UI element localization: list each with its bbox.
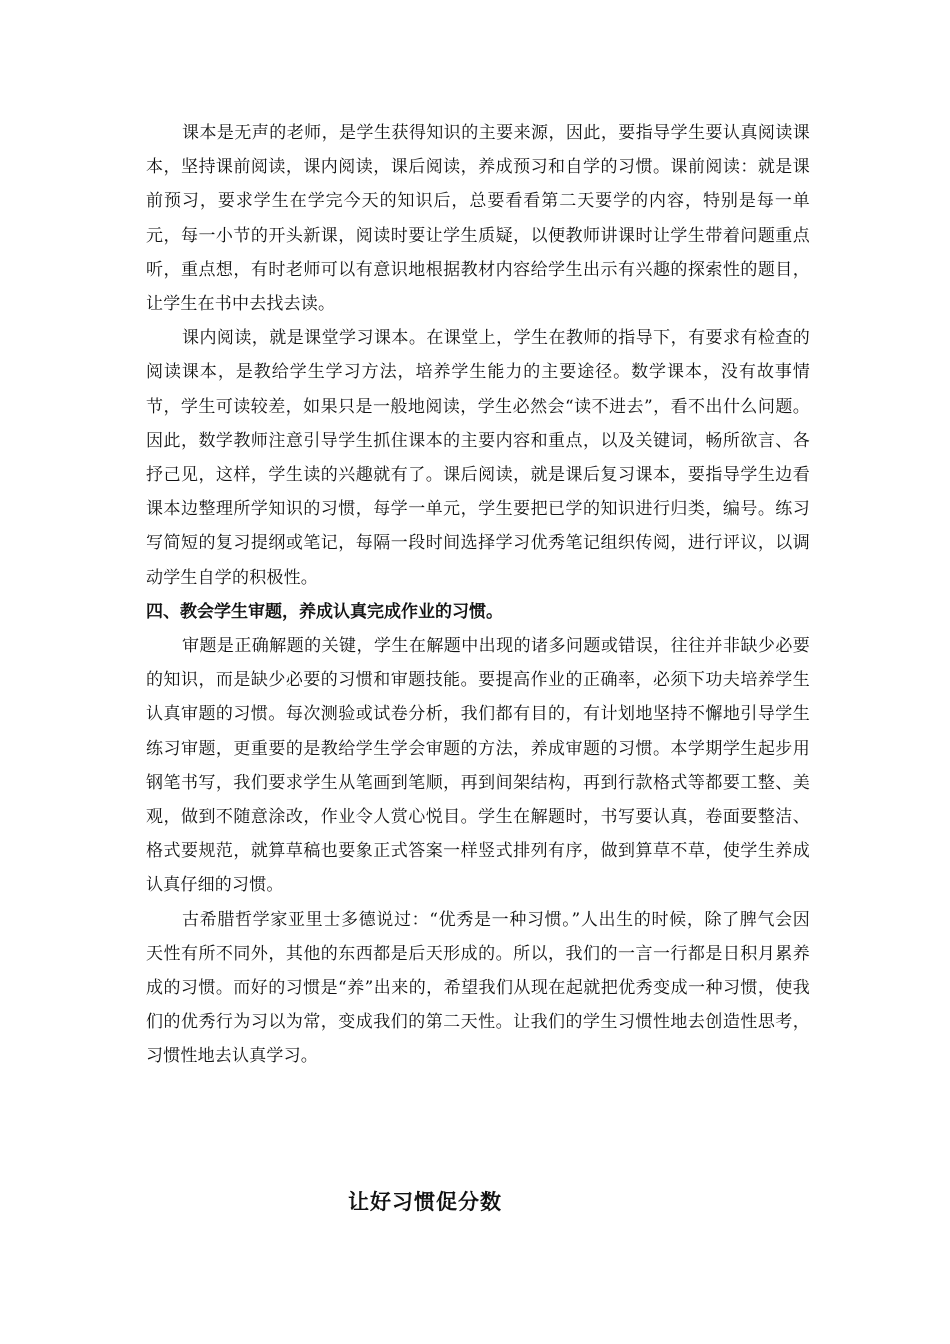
paragraph-aristotle-quote: 古希腊哲学家亚里士多德说过：“优秀是一种习惯。”人出生的时候，除了脾气会因天性有所不同外，其他的东西都是后天形成的。所以，我们的一言一行都是日积月累养成的习惯。而好的习惯是“养”出来的，希望我们从现在起就把优秀变成一种习惯，使我们的优秀行为习以为常，变成我们的第二天性。让我们的学生习惯性地去创造性思考，习惯性地去认真学习。 (146, 909, 810, 1067)
paragraph-in-class-reading: 课内阅读，就是课堂学习课本。在课堂上，学生在教师的指导下，有要求有检查的阅读课本，是教给学生学习方法，培养学生能力的主要途径。数学课本，没有故事情节，学生可读较差，如果只是一般地阅读，学生必然会“读不进去”，看不出什么问题。因此，数学教师注意引导学生抓住课本的主要内容和重点，以及关键词，畅所欲言、各抒己见，这样，学生读的兴趣就有了。课后阅读，就是课后复习课本，要指导学生边看课本边整理所学知识的习惯，每学一单元，学生要把已学的知识进行归类，编号。练习写简短的复习提纲或笔记，每隔一段时间选择学习优秀笔记组织传阅，进行评议，以调动学生自学的积极性。 (146, 328, 810, 588)
paragraph-textbook-reading: 课本是无声的老师，是学生获得知识的主要来源，因此，要指导学生要认真阅读课本，坚持课前阅读，课内阅读，课后阅读，养成预习和自学的习惯。课前阅读：就是课前预习，要求学生在学完今天的知识后，总要看看第二天要学的内容，特别是每一单元，每一小节的开头新课，阅读时要让学生质疑，以便教师讲课时让学生带着问题重点听，重点想，有时老师可以有意识地根据教材内容给学生出示有兴趣的探索性的题目，让学生在书中去找去读。 (146, 123, 810, 315)
next-section-title: 让好习惯促分数 (348, 1190, 502, 1214)
section-heading: 四、教会学生审题，养成认真完成作业的习惯。 (146, 601, 503, 622)
paragraph-reviewing-questions: 审题是正确解题的关键，学生在解题中出现的诸多问题或错误，往往并非缺少必要的知识，而是缺少必要的习惯和审题技能。要提高作业的正确率，必须下功夫培养学生认真审题的习惯。每次测验或试卷分析，我们都有目的，有计划地坚持不懈地引导学生练习审题，更重要的是教给学生学会审题的方法，养成审题的习惯。本学期学生起步用钢笔书写，我们要求学生从笔画到笔顺，再到间架结构，再到行款格式等都要工整、美观，做到不随意涂改，作业令人赏心悦目。学生在解题时，书写要认真，卷面要整洁、格式要规范，就算草稿也要象正式答案一样竖式排列有序，做到算草不草，使学生养成认真仔细的习惯。 (146, 636, 810, 896)
document-body (146, 116, 810, 1074)
